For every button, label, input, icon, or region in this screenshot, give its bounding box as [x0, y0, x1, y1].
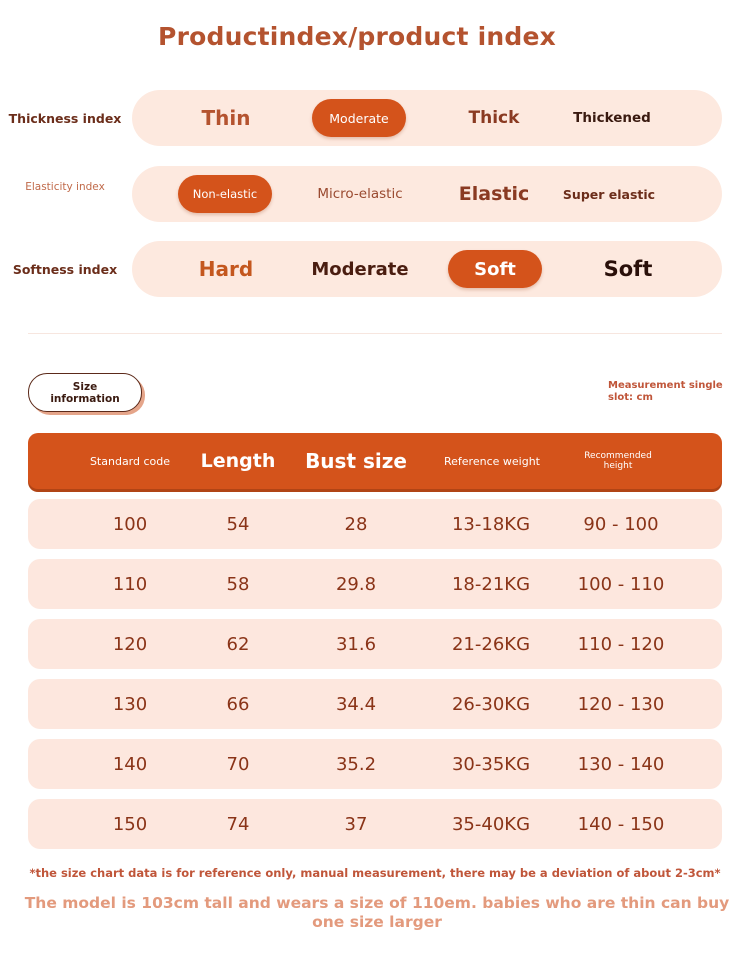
cell-standard-code: 120	[112, 633, 148, 655]
page-title: Productindex/product index	[158, 22, 556, 51]
cell-reference-weight: 13-18KG	[451, 513, 531, 535]
cell-standard-code: 130	[112, 693, 148, 715]
header-recommended-height: Recommended height	[584, 451, 652, 471]
cell-recommended-height: 110 - 120	[577, 633, 665, 655]
softness-option-hard[interactable]: Hard	[198, 257, 254, 281]
table-row	[28, 499, 722, 549]
header-reference-weight: Reference weight	[444, 454, 540, 468]
elasticity-option-micro-elastic[interactable]: Micro-elastic	[317, 186, 403, 202]
cell-recommended-height: 120 - 130	[577, 693, 665, 715]
cell-recommended-height: 130 - 140	[577, 753, 665, 775]
thickness-option-thickened[interactable]: Thickened	[573, 110, 651, 126]
cell-reference-weight: 26-30KG	[451, 693, 531, 715]
thickness-option-thin[interactable]: Thin	[201, 106, 251, 130]
elasticity-index-track	[132, 166, 722, 222]
cell-bust-size: 31.6	[335, 633, 377, 655]
softness-index-track	[132, 241, 722, 297]
cell-bust-size: 35.2	[335, 753, 377, 775]
cell-reference-weight: 18-21KG	[451, 573, 531, 595]
header-bust-size: Bust size	[305, 449, 407, 473]
cell-length: 54	[226, 513, 250, 535]
reference-footnote: *the size chart data is for reference only, manual measurement, there may be a deviation of about 2-3cm*	[29, 866, 721, 880]
cell-recommended-height: 100 - 110	[577, 573, 665, 595]
cell-length: 66	[226, 693, 250, 715]
header-length: Length	[200, 450, 276, 472]
cell-reference-weight: 30-35KG	[451, 753, 531, 775]
softness-option-soft-selected[interactable]: Soft	[448, 250, 542, 288]
table-row	[28, 559, 722, 609]
cell-recommended-height: 140 - 150	[577, 813, 665, 835]
cell-standard-code: 150	[112, 813, 148, 835]
elasticity-index-label: Elasticity index	[25, 181, 105, 193]
cell-reference-weight: 21-26KG	[451, 633, 531, 655]
table-row	[28, 739, 722, 789]
thickness-option-moderate[interactable]: Moderate	[312, 99, 406, 137]
cell-bust-size: 34.4	[335, 693, 377, 715]
size-table-header	[28, 433, 722, 489]
softness-option-soft[interactable]: Soft	[603, 257, 653, 281]
model-size-note: The model is 103cm tall and wears a size of 110em. babies who are thin can buy one size larger	[24, 894, 730, 931]
section-divider	[28, 333, 722, 334]
cell-recommended-height: 90 - 100	[583, 513, 659, 535]
cell-bust-size: 29.8	[335, 573, 377, 595]
cell-bust-size: 28	[344, 513, 368, 535]
cell-length: 70	[226, 753, 250, 775]
cell-length: 74	[226, 813, 250, 835]
elasticity-option-non-elastic[interactable]: Non-elastic	[178, 175, 272, 213]
softness-option-moderate[interactable]: Moderate	[311, 258, 409, 280]
thickness-index-track	[132, 90, 722, 146]
measurement-unit-note: Measurement single slot: cm	[608, 380, 723, 403]
cell-standard-code: 140	[112, 753, 148, 775]
cell-standard-code: 100	[112, 513, 148, 535]
thickness-index-label: Thickness index	[8, 111, 122, 126]
cell-standard-code: 110	[112, 573, 148, 595]
size-information-label: Size information	[50, 380, 120, 405]
elasticity-option-elastic[interactable]: Elastic	[458, 183, 530, 205]
table-row	[28, 679, 722, 729]
table-row	[28, 619, 722, 669]
cell-length: 62	[226, 633, 250, 655]
elasticity-option-super-elastic[interactable]: Super elastic	[562, 186, 656, 202]
table-row	[28, 799, 722, 849]
cell-length: 58	[226, 573, 250, 595]
size-information-badge	[28, 373, 142, 412]
cell-bust-size: 37	[344, 813, 368, 835]
softness-index-label: Softness index	[12, 262, 118, 277]
thickness-option-thick[interactable]: Thick	[468, 108, 520, 128]
cell-reference-weight: 35-40KG	[451, 813, 531, 835]
header-standard-code: Standard code	[89, 454, 171, 468]
